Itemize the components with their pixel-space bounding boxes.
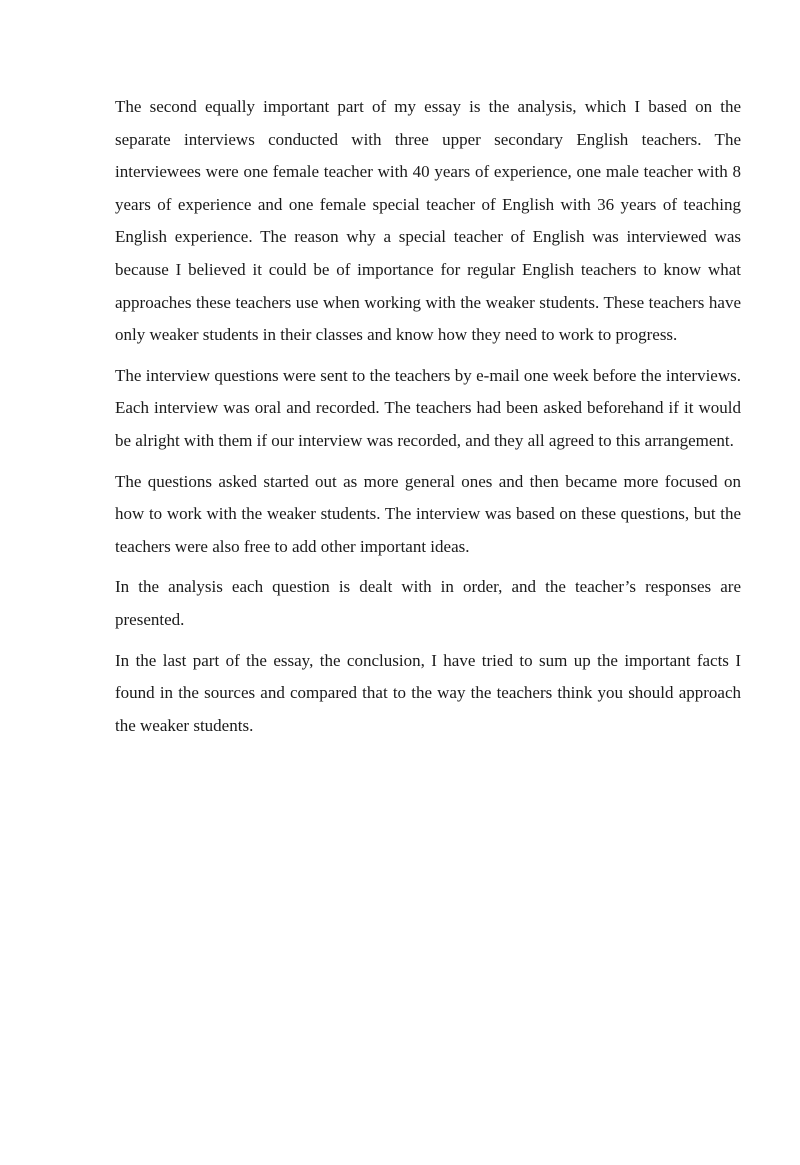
- paragraph-conclusion-overview: In the last part of the essay, the conclusion, I have tried to sum up the important facts I found in the sources and compared that to the way the teachers think you should approach the weaker students.: [115, 650, 741, 735]
- paragraph-interview-method: The interview questions were sent to the teachers by e-mail one week before the interviews. Each interview was oral and recorded. The teachers had been asked beforehand if it would be alright with them if our interview was recorded, and they all agreed to this arrangement.: [115, 365, 741, 450]
- paragraph-interview-questions: The questions asked started out as more general ones and then became more focused on how to work with the weaker students. The interview was based on these questions, but the teachers were also free to add other important ideas.: [115, 471, 741, 556]
- body-text: [115, 91, 741, 750]
- paragraph-analysis-order: In the analysis each question is dealt with in order, and the teacher’s responses are presented.: [115, 577, 741, 629]
- paragraph-analysis-intro: The second equally important part of my essay is the analysis, which I based on the separate interviews conducted with three upper secondary English teachers. The interviewees were one female teacher with 40 years of experience, one male teacher with 8 years of experience and one female special teacher of English with 36 years of teaching English experience. The reason why a special teacher of English was interviewed was because I believed it could be of importance for regular English teachers to know what approaches these teachers use when working with the weaker students. These teachers have only weaker students in their classes and know how they need to work to progress.: [115, 97, 741, 345]
